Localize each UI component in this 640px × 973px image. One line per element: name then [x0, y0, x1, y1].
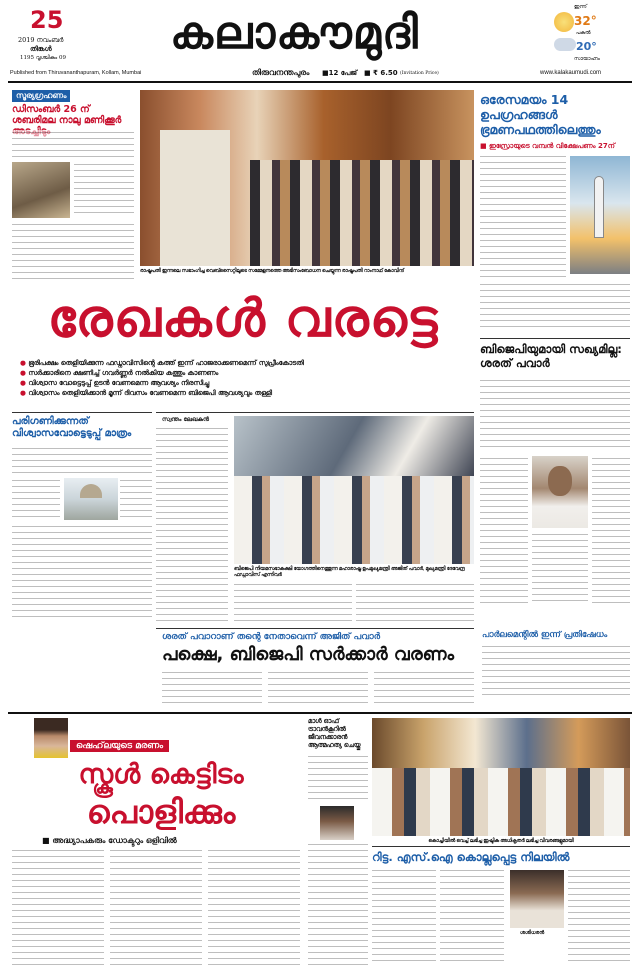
date-line: 2019 നവംബർ — [18, 36, 64, 44]
people-row — [372, 768, 630, 836]
podium — [160, 130, 230, 266]
school-headline-2: പൊളിക്കും — [86, 793, 236, 831]
weather-high-label: പകൽ — [576, 30, 591, 36]
section-rule — [372, 846, 630, 847]
floor-test-story — [12, 412, 152, 622]
isro-body-text — [480, 282, 630, 332]
parliament-headline: പാർലമെന്റിൽ ഇന്ന് പ്രതിഷേധം — [482, 630, 608, 640]
retd-si-body — [372, 868, 436, 966]
story-body-text — [12, 222, 134, 280]
published-line: Published from Thiruvananthapuram, Kollam, Mumbai — [10, 70, 142, 76]
bullet-item: ● വിശ്വാസ വോട്ടെടുപ്പ് ഉടൻ വേണമെന്ന ആവശ്യം നിരസിച്ചു — [20, 379, 210, 387]
crowd — [234, 476, 474, 564]
pawar-lower-body — [268, 670, 368, 706]
story-body-text — [12, 130, 134, 158]
rocket-launch-photo — [570, 156, 630, 274]
president-speech-photo — [140, 90, 474, 266]
pawar-main-headline: പക്ഷെ, ബിജെപി സർക്കാർ വരണം — [162, 644, 454, 665]
audience-row — [250, 160, 474, 266]
supreme-court-photo — [64, 478, 118, 520]
section-rule — [156, 412, 474, 413]
pawar-body-text — [532, 532, 588, 604]
floor-test-headline: പരിഗണിക്കുന്നത് വിശ്വാസവോട്ടെടുപ്പ് മാത്രം — [12, 416, 132, 439]
sasidharan-photo — [510, 870, 564, 928]
date-number: 25 — [30, 6, 64, 34]
shehla-tag: ഷെഹ്‌ലയുടെ മരണം — [70, 740, 169, 752]
school-subhead: ■ അദ്ധ്യാപകരും ഡോക്ടറും ഒളിവിൽ — [42, 836, 177, 845]
floor-test-body — [120, 478, 152, 522]
sun-icon — [554, 12, 574, 32]
pawar-body-text — [592, 456, 630, 604]
price: ■ ₹ 6.50 — [364, 69, 398, 77]
pawar-body-text — [480, 456, 528, 604]
weather-today-label: ഇന്ന് — [574, 4, 587, 10]
isro-story — [480, 90, 630, 280]
mall-body — [308, 842, 368, 966]
bullet-item: ● സർക്കാരിനെ ക്ഷണിച്ച് ഗവർണ്ണർ നൽകിയ കത്തും കാണണം — [20, 369, 219, 377]
shehla-photo — [34, 718, 68, 758]
school-body — [12, 848, 104, 966]
bullet-icon: ● — [20, 359, 29, 367]
bottom-rule — [8, 712, 632, 714]
isro-subhead: ■ ഇസ്രോയുടെ വമ്പൻ വിക്ഷേപണം 27ന് — [480, 142, 615, 150]
bullet-icon: ● — [20, 389, 29, 397]
mall-worker-photo — [320, 806, 354, 840]
masthead-rule — [8, 81, 632, 83]
weather-low-label: സായാഹ്നം — [574, 56, 600, 62]
floor-test-body — [12, 524, 152, 620]
rocket-icon — [594, 176, 604, 238]
masthead — [0, 0, 640, 86]
price-note: (Invitation Price) — [400, 71, 439, 76]
pawar-body-text — [480, 378, 630, 452]
bullet-icon: ● — [20, 379, 29, 387]
mall-body — [308, 754, 368, 804]
weather-high: 32° — [574, 14, 597, 28]
weather-box — [554, 4, 626, 68]
retd-si-headline: റിട്ട. എസ്.ഐ കൊല്ലപ്പെട്ട നിലയിൽ — [372, 850, 570, 864]
retd-si-body — [440, 868, 504, 966]
byline: സ്വന്തം ലേഖകൻ — [162, 416, 209, 423]
dome-icon — [80, 484, 102, 498]
story-headline: ഡിസംബർ 26 ന് ശബരിമല നാലു മണിക്കൂർ — [12, 104, 122, 126]
floor-test-body — [12, 446, 152, 476]
sharad-pawar-photo — [532, 456, 588, 528]
cloud-icon — [554, 38, 576, 51]
sabarimala-story — [12, 90, 134, 282]
page-count: ■12 പേജ് — [322, 69, 358, 77]
shehla-story — [12, 718, 302, 968]
edition: തിരുവനന്തപുരം — [252, 68, 310, 77]
day-label: തിങ്കൾ — [30, 45, 52, 53]
bullet-icon: ● — [20, 369, 29, 377]
bullet-item: ● വിശ്വാസം തെളിയിക്കാൻ മൂന്ന് ദിവസം വേണമെന്ന ബിജെപി ആവശ്യവും തള്ളി — [20, 389, 272, 397]
floor-test-body — [12, 478, 60, 522]
group-photo-caption: കൊച്ചിയിൽ വെച്ച് ലഭിച്ച ഇഷ്ടിക അധികൃതർ ലഭിച്ച വിവരങ്ങളുമായി — [428, 839, 574, 844]
school-headline-1: സ്കൂൾ കെട്ടിടം — [78, 759, 244, 790]
pawar-line: ശരത് പവാറാണ് തന്റെ നേതാവെന്ന് അജിത് പവാർ — [162, 632, 380, 642]
group-photo — [372, 718, 630, 836]
lead-bullets — [20, 358, 474, 398]
pawar-side-story — [480, 338, 630, 628]
section-rule — [12, 412, 152, 413]
mid-story — [156, 412, 474, 626]
mid-body-text — [356, 582, 474, 622]
story-body-text — [74, 162, 134, 218]
retd-si-story — [372, 846, 630, 968]
school-body — [208, 848, 300, 966]
website: www.kalakaumudi.com — [540, 70, 602, 76]
temple-crowd-photo — [12, 162, 70, 218]
mid-photo-caption: ബിജെപി നിയമസഭാകക്ഷി യോഗത്തിനെത്തുന്ന മഹാരാഷ്ട്ര ഉപമുഖ്യമന്ത്രി അജിത് പവാർ, മുഖ്യമന്ത്രി ദേവേന്ദ്ര ഫഡ്നാവിസ് എന്നിവർ — [234, 567, 465, 578]
pawar-side-headline: ബിജെപിയുമായി സഖ്യമില്ല: ശരത് പവാർ — [480, 342, 622, 370]
isro-headline: ഒരേസമയം 14 ഉപഗ്രഹങ്ങൾ ഭ്രമണപഥത്തിലെത്തും — [480, 92, 601, 137]
mid-body-text — [156, 426, 228, 622]
school-body — [110, 848, 202, 966]
pawar-lower-story — [156, 628, 474, 708]
weather-low: 20° — [576, 40, 597, 53]
retd-si-body — [568, 868, 630, 966]
ajit-pawar-photo — [234, 416, 474, 564]
main-headline: രേഖകൾ വരട്ടെ — [47, 289, 439, 349]
face — [548, 466, 572, 496]
malayalam-era: 1195 വൃശ്ചികം 09 — [20, 55, 66, 61]
mid-body-text — [234, 582, 352, 622]
mall-story — [308, 718, 368, 838]
pawar-lower-body — [374, 670, 474, 706]
story-tag: സൂര്യഗ്രഹണം — [12, 90, 70, 102]
isro-body-text — [480, 154, 566, 278]
sasidharan-caption: ശശിധരൻ — [520, 930, 545, 936]
mall-headline: മാൾ ഓഫ് ട്രാവൻകൂറിൽ ജീവനക്കാരൻ ആത്മഹത്യ ചെയ്തു — [308, 718, 361, 749]
parliament-body — [482, 644, 630, 700]
pawar-lower-body — [162, 670, 262, 706]
bullet-item: ● ഭൂരിപക്ഷം തെളിയിക്കുന്ന ഫഡ്നാവിസിന്റെ കത്ത് ഇന്ന് ഹാജരാക്കണമെന്ന് സുപ്രീംകോടതി — [20, 359, 304, 367]
newspaper-logo: കലാകൗമുദി — [170, 6, 419, 59]
section-rule — [156, 628, 474, 629]
section-rule — [480, 338, 630, 339]
lead-photo-caption: രാഷ്ട്രപതി ഇന്നലെ സഭാംഗിച്ച വെബ്സൈറ്റിലൂടെ സമ്മേളനത്തെ അഭിസംബോധന ചെയ്യുന്ന രാഷ്ട്രപതി റാംനാഥ് കോവിന്ദ് — [140, 269, 404, 274]
